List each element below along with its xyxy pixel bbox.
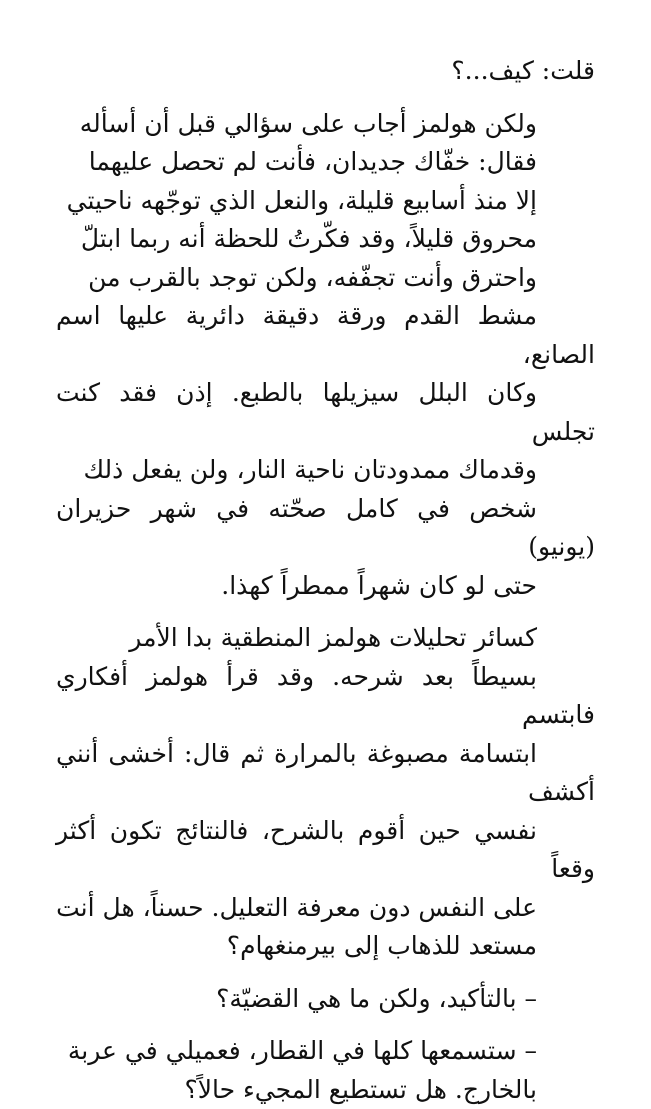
paragraph-dialog-train <box>56 1032 595 1109</box>
text-line: مشط القدم ورقة دقيقة دائرية عليها اسم الصانع، <box>56 297 595 374</box>
text-line: محروق قليلاً، وقد فكّرتُ للحظة أنه ربما ابتلّ <box>56 220 595 259</box>
text-line: بسيطاً بعد شرحه. وقد قرأ هولمز أفكاري فابتسم <box>56 658 595 735</box>
text-line: ابتسامة مصبوغة بالمرارة ثم قال: أخشى أنني أكشف <box>56 735 595 812</box>
text-line: نفسي حين أقوم بالشرح، فالنتائج تكون أكثر وقعاً <box>56 812 595 889</box>
text-line: حتى لو كان شهراً ممطراً كهذا. <box>56 567 595 606</box>
text-line: إلا منذ أسابيع قليلة، والنعل الذي توجّهه ناحيتي <box>56 182 595 221</box>
text-line: – بالتأكيد، ولكن ما هي القضيّة؟ <box>56 980 595 1019</box>
text-line: واحترق وأنت تجفّفه، ولكن توجد بالقرب من <box>56 259 595 298</box>
paragraph-dialog-reply <box>56 980 595 1019</box>
text-line: قلت: كيف...؟ <box>56 52 595 91</box>
text-line: مستعد للذهاب إلى بيرمنغهام؟ <box>56 927 595 966</box>
paragraph-analysis <box>56 619 595 966</box>
paragraph-holmes-explanation <box>56 105 595 606</box>
text-line: وقدماك ممدودتان ناحية النار، ولن يفعل ذلك <box>56 451 595 490</box>
text-line: كسائر تحليلات هولمز المنطقية بدا الأمر <box>56 619 595 658</box>
text-line: بالخارج. هل تستطيع المجيء حالاً؟ <box>56 1071 595 1109</box>
text-line: شخص في كامل صحّته في شهر حزيران (يونيو) <box>56 490 595 567</box>
text-line: على النفس دون معرفة التعليل. حسناً، هل أنت <box>56 889 595 928</box>
text-line: وكان البلل سيزيلها بالطبع. إذن فقد كنت تجلس <box>56 374 595 451</box>
paragraph-question <box>56 52 595 91</box>
text-line: فقال: خفّاك جديدان، فأنت لم تحصل عليهما <box>56 143 595 182</box>
text-line: ولكن هولمز أجاب على سؤالي قبل أن أسأله <box>56 105 595 144</box>
text-line: – ستسمعها كلها في القطار، فعميلي في عربة <box>56 1032 595 1071</box>
